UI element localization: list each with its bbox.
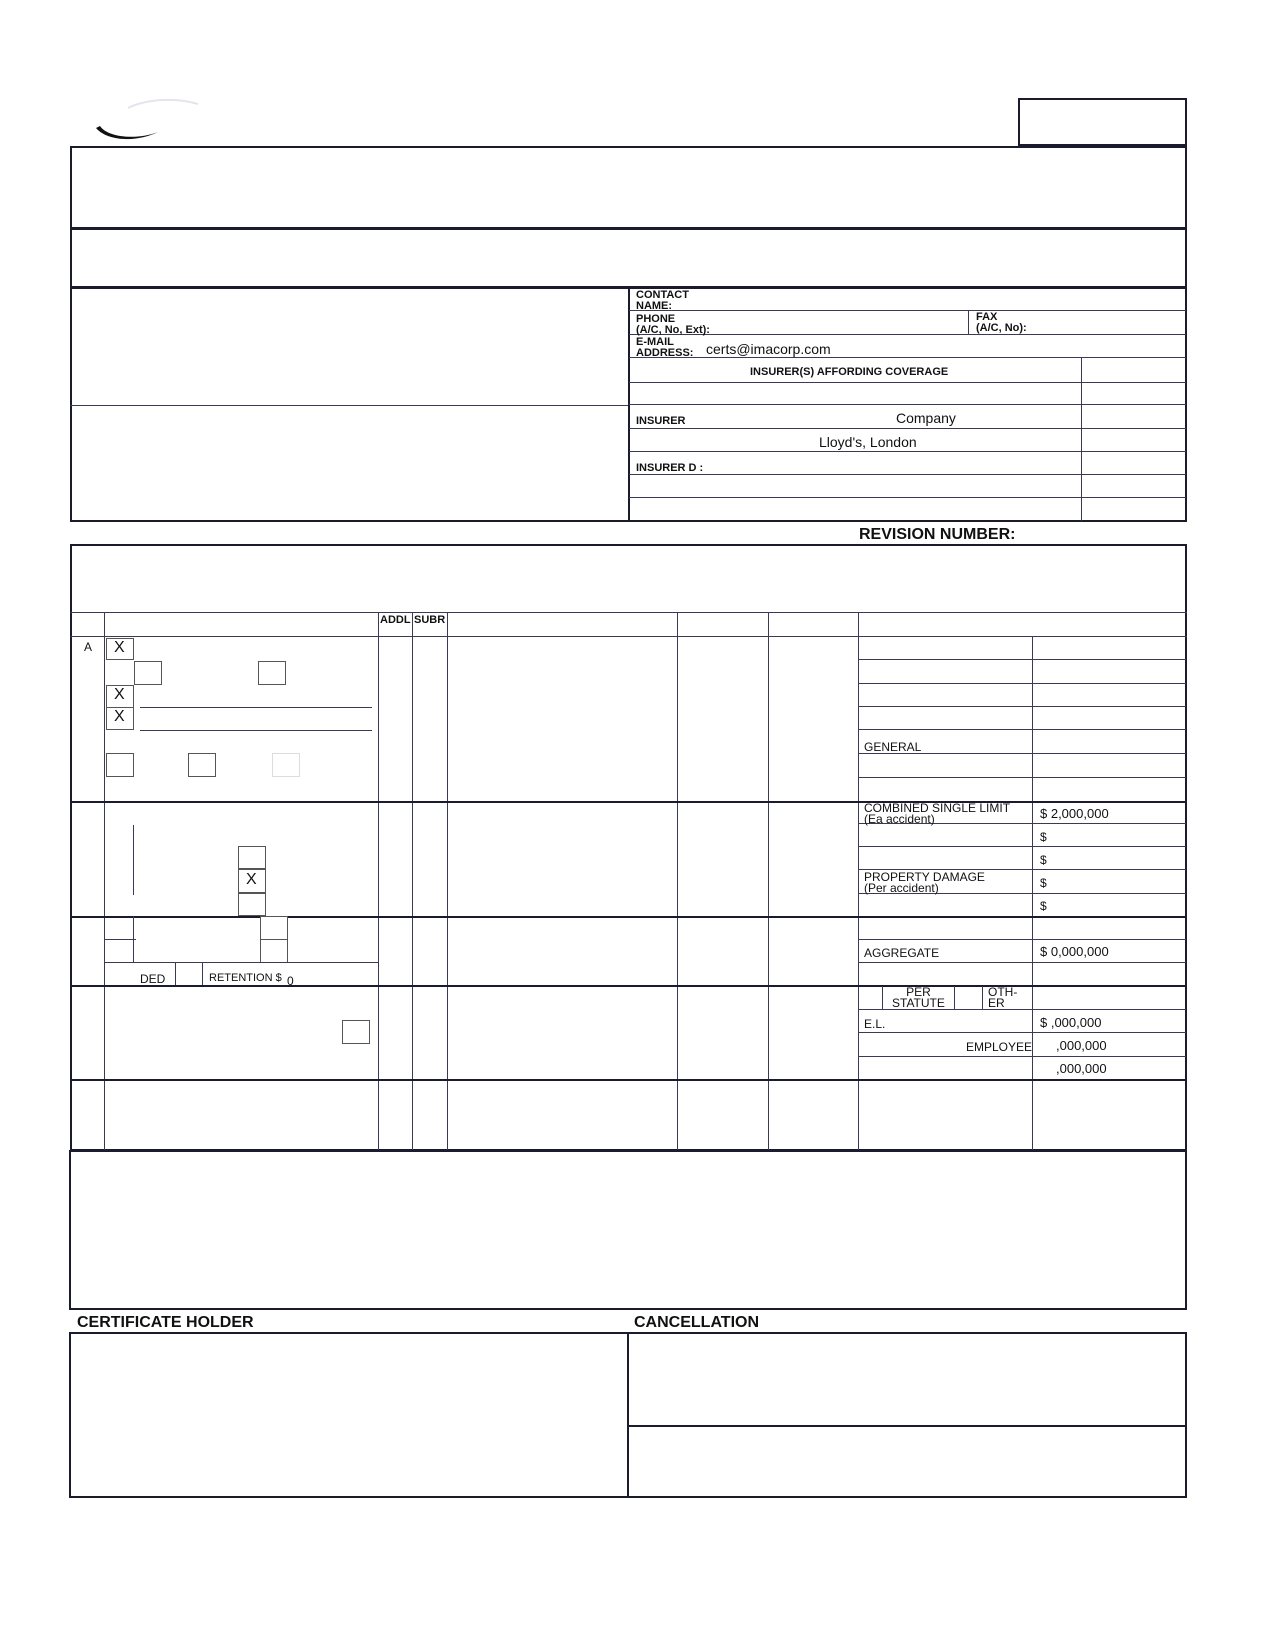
policy-checkbox[interactable] <box>106 753 134 777</box>
insurer-d-label: INSURER D : <box>636 462 704 474</box>
property-damage-sub: (Per accident) <box>864 881 939 895</box>
policy-limit-value: ,000,000 <box>1056 1061 1107 1076</box>
contact-name-label: CONTACT NAME: <box>636 289 689 312</box>
bodily-injury-person-dollar: $ <box>1040 830 1047 844</box>
revision-number-label: REVISION NUMBER: <box>859 526 1016 543</box>
auto-check-x: X <box>246 871 257 888</box>
important-notice-box <box>70 228 1187 288</box>
disclaimer-box <box>70 146 1187 229</box>
employee-value: ,000,000 <box>1056 1038 1107 1053</box>
retention-label: RETENTION $ <box>209 972 282 984</box>
company-logo <box>88 92 208 152</box>
el-value: $ ,000,000 <box>1040 1015 1102 1030</box>
email-label: E-MAIL ADDRESS: <box>636 336 694 359</box>
occur-checkbox[interactable] <box>258 661 286 685</box>
insurer-label: INSURER <box>636 415 686 427</box>
gl-option-x-1: X <box>114 686 125 703</box>
gl-option-x-2: X <box>114 708 125 725</box>
description-of-operations-box <box>69 1150 1187 1310</box>
insurers-affording-coverage-header: INSURER(S) AFFORDING COVERAGE <box>750 366 949 378</box>
fax-label: FAX (A/C, No): <box>976 311 1027 334</box>
property-damage-label: PROPERTY DAMAGE <box>864 870 985 884</box>
subr-header: SUBR <box>414 614 446 626</box>
cancellation-box <box>627 1332 1187 1498</box>
ded-label: DED <box>140 972 166 986</box>
aggregate-value: $ 0,000,000 <box>1040 944 1109 959</box>
loc-checkbox[interactable] <box>272 753 300 777</box>
certificate-holder-box <box>69 1332 629 1498</box>
claims-made-checkbox[interactable] <box>134 661 162 685</box>
insurer-company: Company <box>896 410 956 426</box>
umbrella-checkbox[interactable] <box>260 916 288 940</box>
combined-single-limit-value: $ 2,000,000 <box>1040 806 1109 821</box>
header-date-box <box>1018 98 1187 146</box>
insurer-lloyds: Lloyd's, London <box>819 434 917 450</box>
auto-extra-dollar: $ <box>1040 899 1047 913</box>
excess-checkbox[interactable] <box>260 939 288 963</box>
phone-label: PHONE (A/C, No, Ext): <box>636 313 710 336</box>
project-checkbox[interactable] <box>188 753 216 777</box>
per-statute-label: PER STATUTE <box>892 985 945 1010</box>
email-value[interactable]: certs@imacorp.com <box>706 341 831 357</box>
auto-checkbox-1[interactable] <box>238 846 266 869</box>
cancellation-label: CANCELLATION <box>634 1314 760 1331</box>
combined-single-limit-label: COMBINED SINGLE LIMIT <box>864 801 1011 815</box>
certificate-holder-label: CERTIFICATE HOLDER <box>77 1314 254 1331</box>
combined-single-limit-sub: (Ea accident) <box>864 812 935 826</box>
employee-label: EMPLOYEE <box>966 1040 1033 1054</box>
cgl-check-x: X <box>114 639 125 656</box>
row-a-insr-letter: A <box>84 640 93 654</box>
property-damage-dollar: $ <box>1040 876 1047 890</box>
bodily-injury-accident-dollar: $ <box>1040 853 1047 867</box>
auto-checkbox-3[interactable] <box>238 893 266 916</box>
general-label: GENERAL <box>864 740 922 754</box>
addl-header: ADDL <box>380 614 411 626</box>
aggregate-label: AGGREGATE <box>864 946 940 960</box>
el-label: E.L. <box>864 1017 886 1031</box>
other-label: OTH- ER <box>988 985 1018 1010</box>
wc-excluded-checkbox[interactable] <box>342 1020 370 1044</box>
retention-value: 0 <box>287 974 294 988</box>
